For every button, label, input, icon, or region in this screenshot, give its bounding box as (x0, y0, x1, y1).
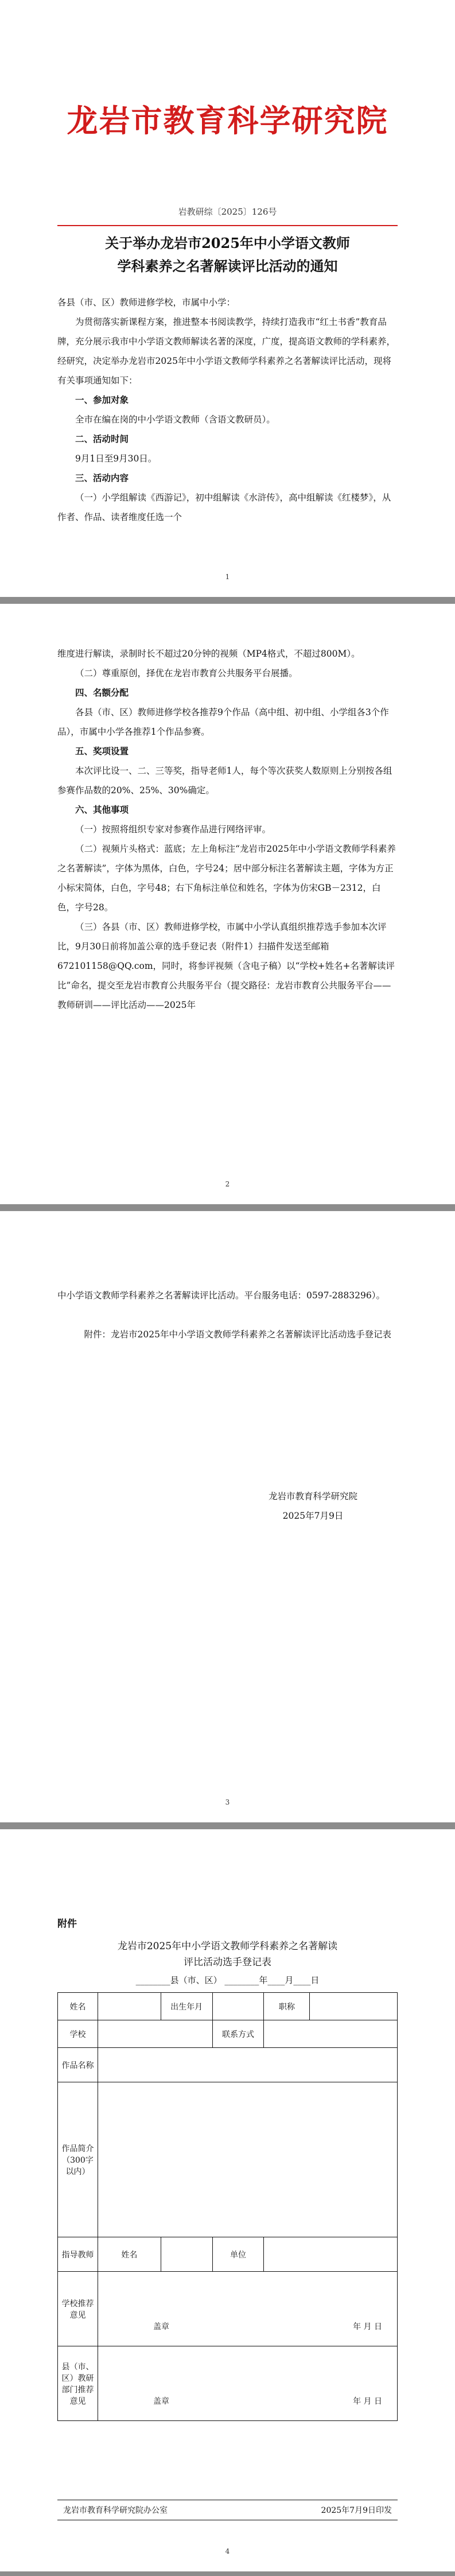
page-1 (0, 0, 455, 597)
body-page-1 (57, 293, 398, 527)
issuance-footer (57, 2500, 398, 2520)
document-number: 岩教研综〔2025〕126号 (178, 207, 277, 217)
county-stamp-label: 盖章 (153, 2396, 169, 2406)
intro-paragraph: 为贯彻落实新课程方案，推进整本书阅读教学，持续打造我市“红土书香”教育品牌，充分展示我市中小学语文教师解读名著的深度，广度，提高语文教师的学科素养，经研究，决定举办龙岩市2025年中小学语文教师学科素养之名著解读评比活动，现将有关事项通知如下： (57, 317, 396, 386)
attachment-title (57, 1938, 398, 1970)
attachment-note-text: 龙岩市2025年中小学语文教师学科素养之名著解读评比活动选手登记表 (111, 1329, 391, 1340)
field-work-name[interactable] (98, 2048, 397, 2082)
section-2-text: 9月1日至9月30日。 (75, 453, 157, 464)
field-school-opinion[interactable] (98, 2272, 397, 2346)
county-date-line: ________县（市、区） ________年____月____日 (135, 1975, 320, 1985)
signature-block (269, 1487, 357, 1526)
section-6-p3-end: 中小学语文教师学科素养之名著解读评比活动。平台服务电话：0597-2883296）。 (57, 1290, 385, 1301)
label-title: 职称 (264, 1993, 310, 2020)
section-5-heading: 五、奖项设置 (75, 746, 129, 756)
section-4-text: 各县（市、区）教师进修学校各推荐9个作品（高中组、初中组、小学组各3个作品），市属中小学各推荐1个作品参赛。 (57, 707, 389, 737)
section-3-p2: （二）尊重原创，择优在龙岩市教育公共服务平台展播。 (75, 668, 298, 678)
attachment-title-line-2: 评比活动选手登记表 (184, 1957, 271, 1968)
field-work-intro[interactable] (98, 2082, 397, 2237)
field-contact[interactable] (264, 2020, 398, 2048)
field-school[interactable] (98, 2020, 212, 2048)
field-birth[interactable] (212, 1993, 264, 2020)
section-6-heading: 六、其他事项 (75, 805, 129, 815)
body-page-2 (57, 644, 398, 1015)
label-work-name: 作品名称 (58, 2048, 98, 2082)
red-divider (57, 225, 398, 226)
section-6-p3-start: （三）各县（市、区）教师进修学校，市属中小学认真组织推荐选手参加本次评比，9月30日前将加盖公章的选手登记表（附件1）扫描件发送至邮箱672101158@QQ.com，同时，将参评视频（含电子稿）以“学校+姓名+名著解读评比”命名，提交至龙岩市教育公共服务平台（提交路径：龙岩市教育公共服务平台——教师研训——评比活动——2025年 (57, 922, 395, 1010)
section-1-text: 全市在编在岗的中小学语文教师（含语文教研员）。 (75, 414, 275, 425)
footer-office: 龙岩市教育科学研究院办公室 (63, 2506, 168, 2515)
salutation: 各县（市、区）教师进修学校，市属中小学： (57, 297, 236, 308)
section-2-heading: 二、活动时间 (75, 434, 129, 444)
section-6-p2: （二）视频片头格式：蓝底；左上角标注“龙岩市2025年中小学语文教师学科素养之名著解读”，字体为黑体，白色，字号24；居中部分标注名著解读主题，字体为方正小标宋简体，白色，字号48；右下角标注单位和姓名，字体为仿宋GB－2312，白色，字号28。 (57, 844, 396, 913)
label-county-opinion: 县（市、区）教研部门推荐意见 (58, 2346, 98, 2421)
page-2 (0, 604, 455, 1204)
title-line-2: 学科素养之名著解读评比活动的通知 (117, 258, 338, 274)
county-date-label: 年 月 日 (353, 2396, 382, 2406)
field-mentor-unit[interactable] (264, 2237, 398, 2272)
field-mentor-name[interactable] (161, 2237, 212, 2272)
section-3-heading: 三、活动内容 (75, 473, 129, 483)
label-birth: 出生年月 (161, 1993, 212, 2020)
label-school-opinion: 学校推荐意见 (58, 2272, 98, 2346)
label-mentor: 指导教师 (58, 2237, 98, 2272)
field-county-opinion[interactable] (98, 2346, 397, 2421)
label-mentor-name: 姓名 (98, 2237, 161, 2272)
page-number: 1 (225, 573, 230, 581)
section-3-p1-start: （一）小学组解读《西游记》，初中组解读《水浒传》，高中组解读《红楼梦》，从作者、作品、读者维度任选一个 (57, 492, 391, 522)
document-title (57, 232, 398, 278)
page-number: 4 (225, 2547, 230, 2555)
footer-date: 2025年7月9日印发 (321, 2506, 392, 2515)
section-4-heading: 四、名额分配 (75, 688, 129, 698)
section-6-p1: （一）按照将组织专家对参赛作品进行网络评审。 (75, 824, 271, 835)
label-name: 姓名 (58, 1993, 98, 2020)
attachment-label: 附件 (57, 1918, 77, 1930)
document-header-org: 龙岩市教育科学研究院 (67, 103, 388, 139)
page-number: 2 (225, 1180, 230, 1188)
registration-form (57, 1992, 398, 2421)
label-work-intro: 作品简介（300字以内） (58, 2082, 98, 2237)
attachment-title-line-1: 龙岩市2025年中小学语文教师学科素养之名著解读 (117, 1941, 338, 1952)
page-3 (0, 1211, 455, 1822)
label-school: 学校 (58, 2020, 98, 2048)
signature-org: 龙岩市教育科学研究院 (268, 1491, 357, 1502)
field-title[interactable] (310, 1993, 398, 2020)
school-stamp-label: 盖章 (153, 2322, 169, 2331)
school-date-label: 年 月 日 (353, 2322, 382, 2331)
section-3-p1-end: 维度进行解读，录制时长不超过20分钟的视频（MP4格式，不超过800M）。 (57, 649, 360, 659)
signature-date: 2025年7月9日 (282, 1511, 344, 1521)
page-number: 3 (225, 1798, 230, 1806)
label-mentor-unit: 单位 (212, 2237, 264, 2272)
label-contact: 联系方式 (212, 2020, 264, 2048)
section-1-heading: 一、参加对象 (75, 395, 129, 405)
attachment-note-prefix: 附件： (84, 1329, 111, 1340)
attachment-note (57, 1325, 398, 1344)
page-4 (0, 1829, 455, 2571)
title-line-1: 关于举办龙岩市2025年中小学语文教师 (105, 235, 350, 251)
body-page-3 (57, 1286, 398, 1344)
field-name[interactable] (98, 1993, 161, 2020)
section-5-text: 本次评比设一、二、三等奖，指导老师1人，每个等次获奖人数原则上分别按各组参赛作品数的20%、25%、30%确定。 (57, 766, 392, 796)
